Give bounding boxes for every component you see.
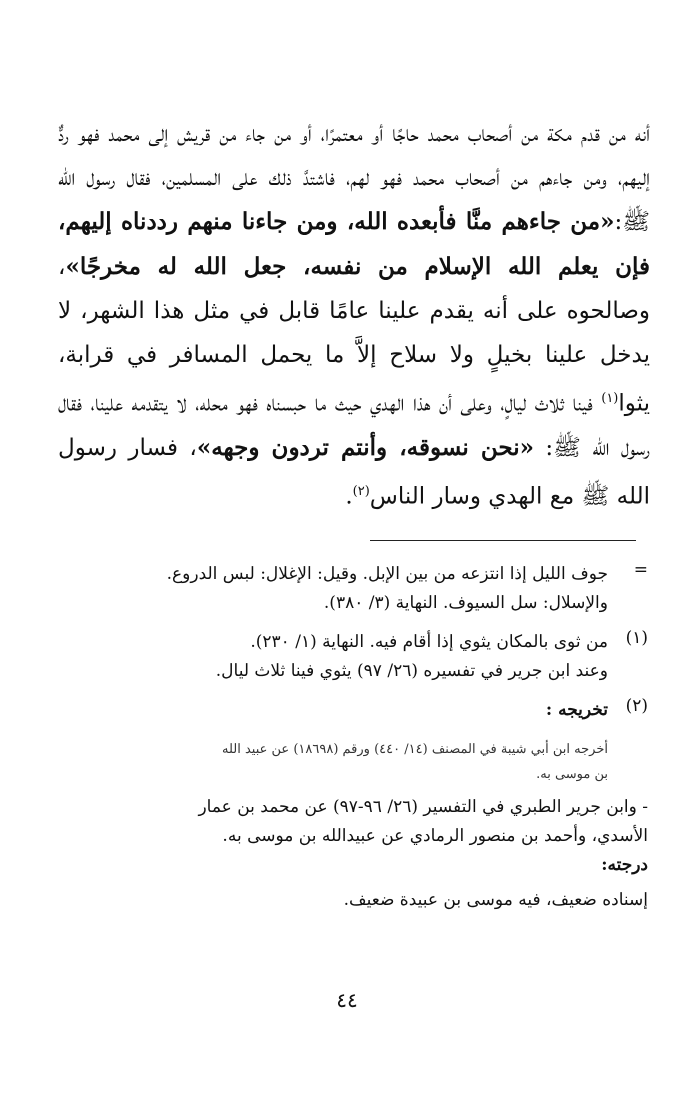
- footnote-line: - وابن جرير الطبري في التفسير (٢٦/ ٩٦-٩٧) عن محمد بن عمار: [198, 797, 648, 817]
- footnote-number: (٢): [625, 696, 648, 716]
- text-run: فينا ثلاث ليالٍ، وعلى أن هذا الهدي حيث ما حبسناه فهو محله، لا يتقدمه علينا، فقال رسول الله ﷺ:: [58, 390, 651, 462]
- footnote-1: [48, 628, 648, 686]
- text-run: أنه من قدم مكة من أصحاب محمد حاجًا أو معتمرًا، أو من جاء من قريش إلى محمد فهو ردٌّ إليهم، ومن جاءهم من أصحاب محمد فهو لهم، فاشتدَّ ذلك على المسلمين، فقال رسول الله ﷺ:: [58, 121, 650, 236]
- footnote-line: وعند ابن جرير في تفسيره (٢٦/ ٩٧) يثوي فينا ثلاث ليال.: [215, 661, 608, 681]
- grade-heading: درجته:: [601, 855, 648, 875]
- grade-text: إسناده ضعيف، فيه موسى بن عبيدة ضعيف.: [343, 890, 648, 910]
- footnote-line: والإسلال: سل السيوف. النهاية (٣/ ٣٨٠).: [323, 593, 608, 613]
- footnote-number: (١): [625, 628, 648, 648]
- footnote-line: جوف الليل إذا انتزعه من بين الإبل. وقيل: الإغلال: لبس الدروع.: [166, 564, 608, 584]
- faint-line: أخرجه ابن أبي شيبة في المصنف (١٤/ ٤٤٠) ورقم (١٨٦٩٨) عن عبيد الله: [222, 742, 608, 757]
- footnote-continuation: [48, 560, 648, 618]
- footnote-2: [48, 696, 648, 787]
- footnote-line: الأسدي، وأحمد بن منصور الرمادي عن عبيدالله بن موسى به.: [222, 826, 648, 846]
- text-run: .: [345, 483, 353, 510]
- text-run: ، فسار رسول الله ﷺ مع الهدي وسار الناس: [58, 435, 650, 510]
- main-text: [58, 112, 650, 519]
- faint-line: بن موسى به.: [536, 767, 608, 782]
- main-paragraph: [58, 112, 650, 519]
- footnotes: [48, 560, 648, 915]
- hadith-quote-2: «نحن نسوقه، وأنتم تردون وجهه»: [196, 434, 534, 462]
- hadith-quote-1: «من جاءهم منَّا فأبعده الله، ومن جاءنا منهم رددناه إليهم، فإن يعلم الله الإسلام من نفسه، جعل الله له مخرجًا»: [58, 208, 650, 280]
- footnote-ref-1[interactable]: (١): [601, 391, 619, 407]
- footnote-line: من ثوى بالمكان يثوي إذا أقام فيه. النهاية (١/ ٢٣٠).: [250, 632, 608, 652]
- continuation-mark: =: [633, 560, 648, 580]
- text-run: ، وصالحوه على أنه يقدم علينا عامًا قابل في مثل هذا الشهر، لا يدخل علينا بخيلٍ ولا سلاح إلاَّ ما يحمل المسافر في قرابة، يثوا: [58, 253, 650, 417]
- takhrij-heading: تخريجه :: [545, 700, 608, 720]
- footnote-divider: [370, 540, 636, 541]
- page-number: ٤٤: [336, 988, 358, 1012]
- footnote-ref-2[interactable]: (٢): [352, 484, 370, 500]
